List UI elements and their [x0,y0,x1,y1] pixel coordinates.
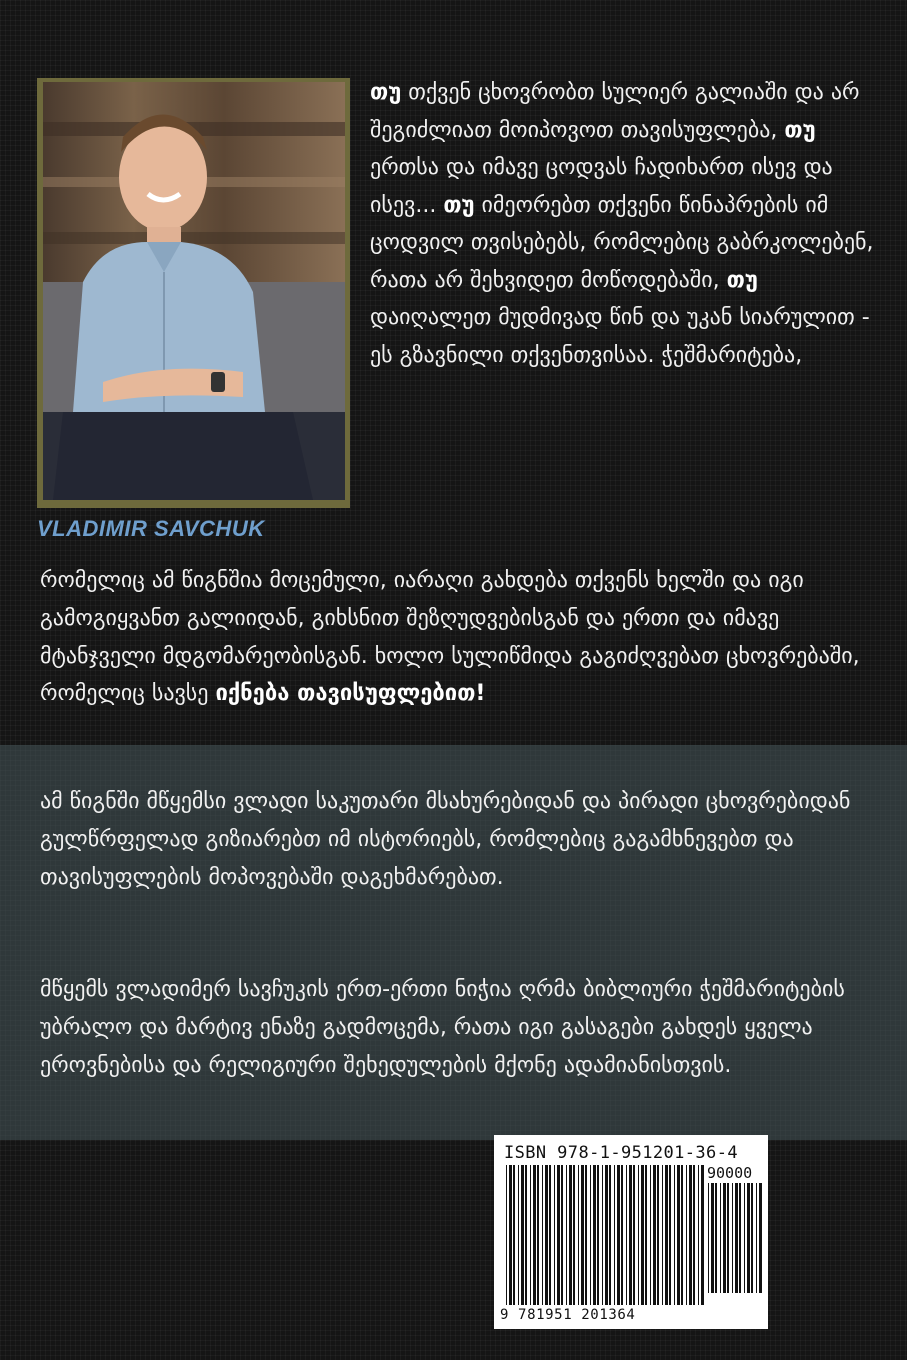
barcode-bar [698,1165,699,1305]
ean-digits: 9 781951 201364 [500,1307,636,1323]
barcode-bar [645,1165,647,1305]
barcode-bar [693,1165,695,1305]
barcode-bar [662,1165,663,1305]
intro-emphasis: თუ [370,80,402,105]
isbn-label: ISBN 978-1-951201-36-4 [504,1143,738,1163]
barcode-bar [657,1165,659,1305]
barcode-bar [614,1165,615,1305]
intro-emphasis: თუ [784,117,816,143]
barcode-bar [638,1165,639,1305]
barcode-bar [605,1165,608,1305]
intro-text [370,74,875,374]
barcode-bar [593,1165,596,1305]
barcode-bar [525,1165,527,1305]
barcode-bar [756,1183,757,1293]
barcode-bar [566,1165,567,1305]
barcode-bar [549,1165,551,1305]
barcode-bars [504,1165,704,1311]
barcode-bar [689,1165,692,1305]
barcode-bar [530,1165,531,1305]
barcode-bar [735,1183,738,1293]
barcode-bar [509,1165,512,1305]
barcode-bar [732,1183,733,1293]
barcode-bar [581,1165,584,1305]
barcode-bar [521,1165,524,1305]
barcode-bar [557,1165,560,1305]
barcode-bar [537,1165,539,1305]
barcode-bar [723,1183,726,1293]
isbn-barcode [494,1135,768,1329]
barcode-bar [669,1165,671,1305]
panel-paragraph-1: ამ წიგნში მწყემსი ვლადი საკუთარი მსახურებიდან და პირადი ცხოვრებიდან გულწრფელად გიზიარებთ იმ ისტორიებს, რომლებიც გაგამხნევებთ და თავისუფლების მოპოვებაში დაგეხმარებათ. [40,789,851,890]
barcode-bar [617,1165,620,1305]
barcode-bar [674,1165,675,1305]
intro-emphasis: თუ [726,267,758,293]
continuation-paragraph [40,562,880,713]
barcode-bar [720,1183,721,1293]
barcode-bar [554,1165,555,1305]
barcode-bar [665,1165,668,1305]
barcode-bar [759,1183,762,1293]
barcode-bar [747,1183,750,1293]
barcode-bar [585,1165,587,1305]
barcode-bar [561,1165,563,1305]
barcode-bar [686,1165,687,1305]
barcode-bar [751,1183,753,1293]
barcode-bar [727,1183,729,1293]
barcode-bar [711,1183,714,1293]
barcode-bar [609,1165,611,1305]
barcode-bar [650,1165,651,1305]
barcode-bar [701,1165,704,1305]
barcode-bar [633,1165,635,1305]
barcode-bar [641,1165,644,1305]
barcode-bar [518,1165,519,1305]
barcode-bar [597,1165,599,1305]
barcode-bar [573,1165,575,1305]
barcode-bar [715,1183,717,1293]
intro-emphasis: თუ [443,192,475,218]
barcode-bar [569,1165,572,1305]
barcode-bar [681,1165,683,1305]
intro-sentence: თქვენ ცხოვრობთ სულიერ გალიაში და არ შეგიძლიათ მოიპოვოთ თავისუფლება, [370,80,860,143]
intro-sentence: ერთსა და იმავე ცოდვას ჩადიხართ ისევ და ისევ... [370,155,833,218]
intro-sentence: იმეორებთ თქვენი წინაპრების იმ ცოდვილ თვისებებს, რომლებიც გაბრკოლებენ, რათა არ შეხვიდეთ მოწოდებაში, [370,192,874,293]
barcode-bar [506,1165,507,1305]
barcode-bar [739,1183,741,1293]
addon-barcode-bars [706,1183,762,1305]
barcode-bar [533,1165,536,1305]
continuation-text: რომელიც ამ წიგნშია მოცემული, იარაღი გახდება თქვენს ხელში და იგი გამოგიყვანთ გალიიდან, გიხსნით შეზღუდვებისგან და ერთი და იმავე მტანჯველი მდგომარეობისგან. ხოლო სულიწმიდა გაგიძღვებათ ცხოვრებაში, რომელიც სავსე [40,568,860,707]
barcode-bar [513,1165,515,1305]
barcode-bar [677,1165,680,1305]
barcode-bar [708,1183,709,1293]
price-code: 90000 [707,1164,753,1182]
continuation-emphasis: იქნება თავისუფლებით! [215,681,486,707]
barcode-bar [626,1165,627,1305]
barcode-bar [545,1165,548,1305]
barcode-bar [542,1165,543,1305]
panel-paragraph-2: მწყემს ვლადიმერ სავჩუკის ერთ-ერთი ნიჭია ღრმა ბიბლიური ჭეშმარიტების უბრალო და მარტივ ენაზე გადმოცემა, რათა იგი გასაგები გახდეს ყველა ეროვნებისა და რელიგიური შეხედულების მქონე ადამიანისთვის. [40,977,845,1078]
barcode-bar [744,1183,745,1293]
barcode-bar [602,1165,603,1305]
author-name: VLADIMIR SAVCHUK [37,516,265,541]
barcode-bar [590,1165,591,1305]
description-panel [0,745,907,1140]
author-photo [43,82,345,500]
barcode-bar [621,1165,623,1305]
barcode-bar [653,1165,656,1305]
intro-sentence: დაიღალეთ მუდმივად წინ და უკან სიარულით - ეს გზავნილი თქვენთვისაა. ჭეშმარიტება, [370,305,870,368]
barcode-bar [629,1165,632,1305]
barcode-bar [578,1165,579,1305]
